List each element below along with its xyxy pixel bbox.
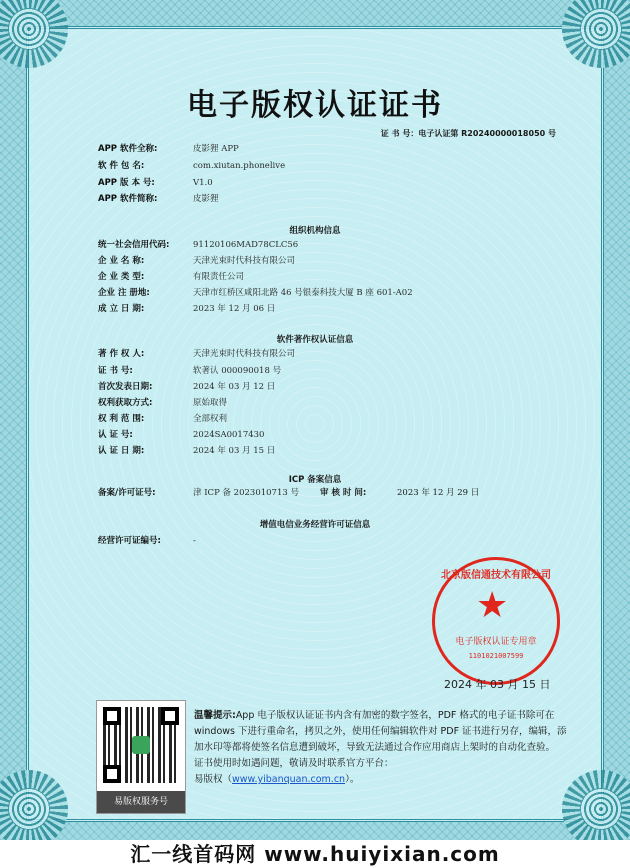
field-label: APP 版 本 号: (98, 178, 155, 188)
field-value: 皮影狸 (193, 194, 219, 204)
notice-contact: 证书使用时如遇问题，敬请及时联系官方平台： (194, 758, 394, 769)
field-value: 天津光束时代科技有限公司 (193, 349, 296, 359)
field-label: APP 软件简称: (98, 194, 158, 204)
field-label: 著 作 权 人: (98, 349, 145, 359)
field-value: 2023 年 12 月 29 日 (397, 488, 480, 498)
org-row (98, 238, 298, 252)
software-row (98, 192, 219, 206)
field-label: 权 利 范 围: (98, 414, 145, 424)
copyright-row (98, 444, 275, 458)
seal-purpose-text: 电子版权认证专用章 (455, 637, 537, 647)
field-value: 皮影狸 APP (193, 144, 239, 154)
copyright-section-title: 软件著作权认证信息 (276, 335, 354, 345)
qr-code-card[interactable] (96, 700, 186, 814)
field-label: 企 业 名 称: (98, 256, 145, 266)
field-label: 审 核 时 间: (320, 488, 367, 498)
brand-logo-icon (132, 736, 150, 754)
copyright-row (98, 412, 227, 426)
org-row (98, 254, 295, 268)
field-value: 2024SA0017430 (193, 430, 265, 440)
icp-row (98, 486, 299, 500)
star-icon: ★ (476, 585, 509, 626)
qr-caption: 易版权服务号 (97, 791, 185, 813)
copyright-row (98, 364, 281, 378)
site-watermark: 汇一线首码网 www.huiyixian.com (0, 840, 630, 868)
seal-company-text: 北京版信通技术有限公司 (441, 570, 551, 581)
software-row (98, 159, 285, 173)
field-value: 天津市红桥区咸阳北路 46 号银泰科技大厦 B 座 601-A02 (193, 288, 413, 298)
field-value: 全部权利 (193, 414, 228, 424)
platform-link[interactable]: www.yibanquan.com.cn (232, 774, 346, 785)
field-label: APP 软件全称: (98, 144, 158, 154)
cert-number-label: 证 书 号： (380, 129, 419, 138)
certificate-number (381, 128, 556, 139)
field-label: 认 证 日 期: (98, 446, 145, 456)
notice-heading: 温馨提示: (194, 710, 236, 721)
certificate-title: 电子版权认证证书 (187, 88, 443, 123)
field-label: 权利获取方式: (98, 398, 153, 408)
seal-code: 1101021007599 (468, 652, 524, 660)
notice-tail: ）。 (345, 774, 360, 785)
field-value: 软著认 000090018 号 (193, 366, 282, 376)
seal-date: 2024 年 03 月 15 日 (444, 678, 551, 691)
qr-finder (103, 707, 121, 725)
notice-body: App 电子版权认证证书内含有加密的数字签名，PDF 格式的电子证书除可在 windows 下进行重命名，拷贝之外，使用任何编辑软件对 PDF 证书进行另存，编辑，添加水印等都将使签名信息遭到破坏，导致无法通过合作应用商店上架时的自动化查验。 (194, 710, 567, 753)
field-label: 认 证 号: (98, 430, 133, 440)
cert-number-value: 电子认证第 R20240000018050 号 (418, 129, 556, 138)
notice-text (194, 708, 574, 788)
field-value: 2024 年 03 月 12 日 (193, 382, 276, 392)
field-label: 企业 注 册地: (98, 288, 150, 298)
field-value: 2024 年 03 月 15 日 (193, 446, 276, 456)
software-row (98, 142, 239, 156)
copyright-row (98, 428, 264, 442)
telecom-section-title: 增值电信业务经营许可证信息 (259, 520, 371, 530)
copyright-row (98, 347, 295, 361)
icp-section-title: ICP 备案信息 (288, 475, 342, 485)
field-value: - (193, 536, 196, 546)
field-value: 2023 年 12 月 06 日 (193, 304, 276, 314)
official-seal (432, 557, 560, 685)
org-row (98, 302, 275, 316)
software-row (98, 176, 213, 190)
field-label: 备案/许可证号: (98, 488, 156, 498)
field-value: V1.0 (193, 178, 213, 188)
field-value: 津 ICP 备 2023010713 号 (193, 488, 299, 498)
org-section-title: 组织机构信息 (289, 226, 341, 236)
telecom-row (98, 534, 196, 548)
field-label: 首次发表日期: (98, 382, 153, 392)
qr-finder (161, 707, 179, 725)
field-label: 经营许可证编号: (98, 536, 161, 546)
qr-finder (103, 765, 121, 783)
copyright-row (98, 396, 227, 410)
field-label: 证 书 号: (98, 366, 133, 376)
field-label: 成 立 日 期: (98, 304, 145, 314)
field-value: 有限责任公司 (193, 272, 245, 282)
field-value: 原始取得 (193, 398, 228, 408)
org-row (98, 286, 413, 300)
field-value: 91120106MAD78CLC56 (193, 240, 299, 250)
field-value: com.xiutan.phonelive (193, 161, 286, 171)
icp-review-row (320, 486, 479, 498)
field-label: 软 件 包 名: (98, 161, 145, 171)
field-label: 企 业 类 型: (98, 272, 145, 282)
copyright-row (98, 380, 275, 394)
field-value: 天津光束时代科技有限公司 (193, 256, 296, 266)
notice-platform: 易版权（ (194, 774, 233, 785)
field-label: 统一社会信用代码: (98, 240, 170, 250)
org-row (98, 270, 244, 284)
